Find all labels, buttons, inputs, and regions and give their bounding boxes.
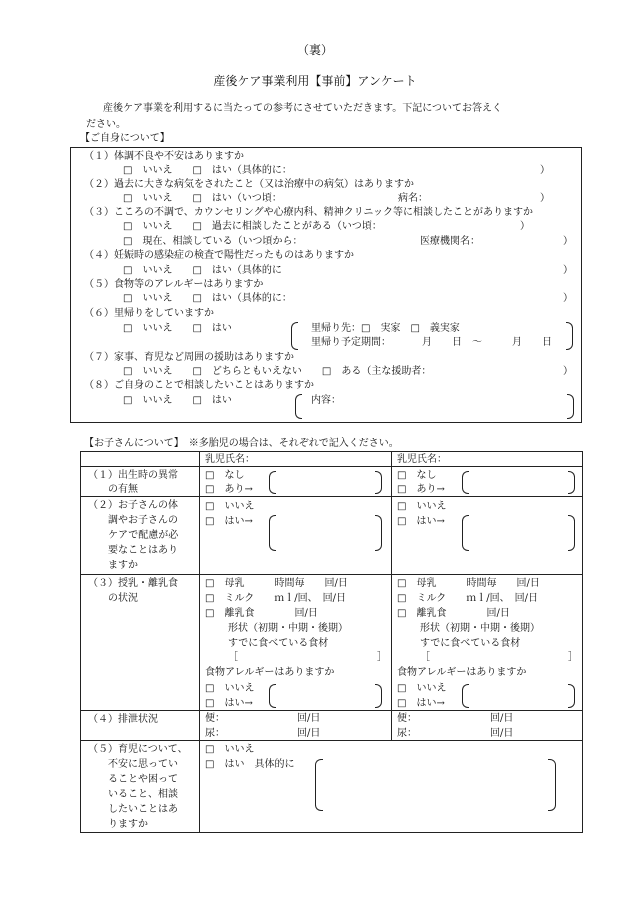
row1-opt-none[interactable]: □ なし: [397, 470, 437, 481]
self-q5: （５）食物等のアレルギーはありますか: [84, 279, 264, 290]
row1-opt-yes[interactable]: □ あり→: [205, 484, 253, 495]
paren-close: ）: [540, 165, 550, 176]
urine-label: 尿：: [205, 728, 225, 739]
feeding-solid-food[interactable]: □ 離乳食 回/日: [397, 608, 510, 619]
self-q1-options[interactable]: □ いいえ □ はい（具体的に：: [123, 165, 292, 176]
row5-label: ることや困って: [108, 774, 178, 785]
feeding-formula[interactable]: □ ミルク ｍｌ/回、 回/日: [397, 593, 538, 604]
self-q8-options[interactable]: □ いいえ □ はい: [123, 395, 232, 406]
feeding-solid-food[interactable]: □ 離乳食 回/日: [205, 608, 318, 619]
table-row-divider: [80, 466, 583, 467]
food-allergy-no[interactable]: □ いいえ: [397, 683, 447, 694]
bracket-left: [295, 394, 302, 419]
bracket-close: ］: [568, 652, 578, 663]
row5-opt-yes[interactable]: □ はい 具体的に: [205, 759, 295, 770]
row2-label: 要なことはあり: [108, 545, 178, 556]
urine-unit: 回/日: [490, 728, 514, 739]
bracket-left: [462, 684, 469, 708]
food-allergy-no[interactable]: □ いいえ: [205, 683, 255, 694]
bracket-left: [462, 515, 469, 551]
row3-label: （３）授乳・離乳食: [88, 578, 178, 589]
self-q6-period-label: 里帰り予定期間：: [311, 337, 391, 348]
table-row-divider: [80, 740, 583, 741]
self-q1: （１）体調不良や不安はありますか: [84, 151, 244, 162]
page-title: 産後ケア事業利用【事前】アンケート: [213, 74, 417, 88]
row2-opt-no[interactable]: □ いいえ: [397, 501, 447, 512]
foods-already-eaten: すでに食べている食材: [420, 638, 521, 649]
food-allergy-question: 食物アレルギーはありますか: [397, 667, 527, 678]
table-row-divider: [80, 710, 583, 711]
self-q6-options[interactable]: □ いいえ □ はい: [123, 323, 232, 334]
bracket-right: [375, 471, 382, 494]
row1-label: の有無: [108, 484, 138, 495]
row2-opt-yes[interactable]: □ はい→: [397, 516, 445, 527]
solid-food-stage: 形状（初期・中期・後期）: [228, 623, 348, 634]
self-q7-options[interactable]: □ いいえ □ どちらともいえない □ ある（主な援助者：: [123, 366, 432, 377]
feeding-formula[interactable]: □ ミルク ｍｌ/回、 回/日: [205, 593, 346, 604]
self-q8: （８）ご自身のことで相談したいことはありますか: [84, 380, 314, 391]
stool-label: 便：: [205, 713, 225, 724]
self-q3: （３）こころの不調で、カウンセリングや心療内科、精神クリニック等に相談したことがありますか: [84, 207, 533, 218]
stool-label: 便：: [397, 713, 417, 724]
bracket-open: ［: [420, 652, 430, 663]
child-section-heading: 【お子さんについて】 ※多胎児の場合は、それぞれで記入ください。: [84, 438, 399, 449]
self-q6-period-values: 月 日 ～ 月 日: [422, 337, 552, 348]
self-q4-options[interactable]: □ いいえ □ はい（具体的に: [123, 265, 282, 276]
row1-opt-yes[interactable]: □ あり→: [397, 484, 445, 495]
urine-label: 尿：: [397, 728, 417, 739]
bracket-left: [315, 759, 323, 811]
intro-text-line2: ださい。: [86, 119, 126, 130]
bracket-left: [269, 684, 276, 708]
row2-label: ますか: [108, 560, 138, 571]
self-q3-options-2[interactable]: □ 現在、相談している（いつ頃から：: [123, 236, 303, 247]
bracket-left: [269, 515, 276, 551]
bracket-right: [568, 515, 575, 551]
self-q7: （７）家事、育児など周囲の援助はありますか: [84, 352, 294, 363]
row2-label: 調やお子さんの: [108, 515, 178, 526]
row1-label: （１）出生時の異常: [88, 470, 178, 481]
food-allergy-yes[interactable]: □ はい→: [205, 698, 253, 709]
bracket-right: [568, 471, 575, 494]
paren-close: ）: [563, 265, 573, 276]
feeding-breastmilk[interactable]: □ 母乳 時間毎 回/日: [205, 578, 348, 589]
row2-opt-yes[interactable]: □ はい→: [205, 516, 253, 527]
row5-label: したいことはあ: [108, 804, 178, 815]
foods-already-eaten: すでに食べている食材: [228, 638, 329, 649]
self-q5-options[interactable]: □ いいえ □ はい（具体的に：: [123, 293, 292, 304]
row3-label: の状況: [108, 593, 138, 604]
bracket-left: [291, 322, 298, 350]
paren-close: ）: [520, 221, 530, 232]
infant-name-label: 乳児氏名：: [205, 454, 255, 465]
stool-unit: 回/日: [297, 713, 321, 724]
row2-label: ケアで配慮が必: [108, 530, 179, 541]
row5-opt-no[interactable]: □ いいえ: [205, 744, 255, 755]
row2-opt-no[interactable]: □ いいえ: [205, 501, 255, 512]
bracket-right: [375, 684, 382, 708]
infant-name-label: 乳児氏名：: [397, 454, 447, 465]
self-q8-content-label: 内容：: [311, 395, 341, 406]
self-q6-destination[interactable]: 里帰り先：□ 実家 □ 義実家: [311, 323, 460, 334]
paren-close: ）: [563, 236, 573, 247]
solid-food-stage: 形状（初期・中期・後期）: [420, 623, 540, 634]
table-col-divider: [199, 451, 200, 833]
self-q2-options[interactable]: □ いいえ □ はい（いつ頃：: [123, 193, 282, 204]
row4-label: （４）排泄状況: [88, 714, 158, 725]
table-row-divider: [80, 574, 583, 575]
paren-close: ）: [563, 293, 573, 304]
row5-label: りますか: [108, 819, 148, 830]
urine-unit: 回/日: [297, 728, 321, 739]
row5-label: 不安に思ってい: [108, 759, 178, 770]
food-allergy-yes[interactable]: □ はい→: [397, 698, 445, 709]
self-q2-disease-label: 病名：: [398, 193, 428, 204]
row5-label: いること、相談: [108, 789, 178, 800]
self-q6: （６）里帰りをしていますか: [84, 308, 214, 319]
self-q4: （４）妊娠時の感染症の検査で陽性だったものはありますか: [84, 250, 354, 261]
self-section-heading: 【ご自身について】: [80, 133, 170, 144]
paren-close: ）: [563, 366, 573, 377]
bracket-right: [566, 322, 573, 350]
page-side-label: （裏）: [296, 43, 333, 57]
row1-opt-none[interactable]: □ なし: [205, 470, 245, 481]
food-allergy-question: 食物アレルギーはありますか: [205, 667, 335, 678]
bracket-open: ［: [228, 652, 238, 663]
self-q3-options-1[interactable]: □ いいえ □ 過去に相談したことがある（いつ頃：: [123, 221, 382, 232]
paren-close: ）: [540, 193, 550, 204]
bracket-right: [548, 759, 556, 811]
bracket-left: [462, 471, 469, 494]
self-q2: （２）過去に大きな病気をされたこと（又は治療中の病気）はありますか: [84, 179, 414, 190]
table-col-divider: [391, 451, 392, 740]
row2-label: （２）お子さんの体: [88, 500, 178, 511]
table-row-divider: [80, 496, 583, 497]
row5-label: （５）育児について、: [88, 744, 188, 755]
stool-unit: 回/日: [490, 713, 514, 724]
bracket-right: [568, 684, 575, 708]
self-q3-clinic-label: 医療機関名：: [420, 236, 480, 247]
bracket-right: [375, 515, 382, 551]
bracket-left: [269, 471, 276, 494]
feeding-breastmilk[interactable]: □ 母乳 時間毎 回/日: [397, 578, 540, 589]
intro-text-line1: 産後ケア事業を利用するに当たっての参考にさせていただきます。下記についてお答えく: [103, 103, 502, 114]
bracket-close: ］: [377, 652, 387, 663]
bracket-right: [567, 394, 574, 419]
